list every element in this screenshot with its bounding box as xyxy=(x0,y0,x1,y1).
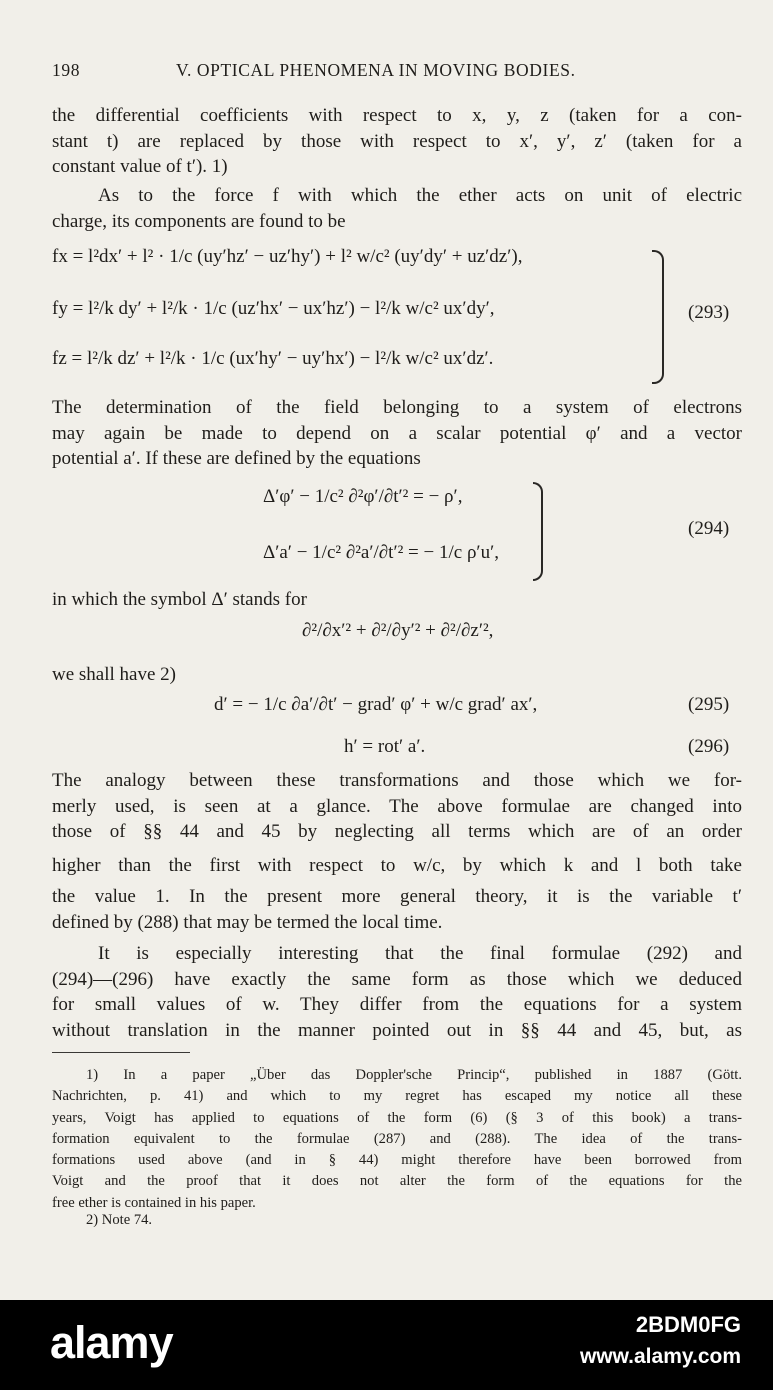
laplacian-expression: ∂²/∂x′² + ∂²/∂y′² + ∂²/∂z′², xyxy=(302,620,494,641)
text-line: constant value of t′). 1) xyxy=(52,156,228,178)
site-url: www.alamy.com xyxy=(579,1345,741,1368)
text-line: the value 1. In the present more general theory, it is the variable t′ xyxy=(52,886,742,908)
text-line: stant t) are replaced by those with respect to x′, y′, z′ (taken for a xyxy=(52,130,742,152)
equation-295: d′ = − 1/c ∂a′/∂t′ − grad′ φ′ + w/c grad′ ax′, xyxy=(214,694,538,715)
equation-number-295: (295) xyxy=(688,694,730,715)
text-line: The determination of the field belonging to a system of electrons xyxy=(52,397,742,418)
text-line: potential a′. If these are defined by the equations xyxy=(52,448,421,470)
paragraph-3 xyxy=(52,395,742,472)
equation-294-line-2: Δ′a′ − 1/c² ∂²a′/∂t′² = − 1/c ρ′u′, xyxy=(263,542,499,563)
text-line: may again be made to depend on a scalar potential φ′ and a vector xyxy=(52,422,742,444)
footnote-1 xyxy=(52,1065,742,1214)
paragraph-1 xyxy=(52,103,742,180)
text-line: The analogy between these transformations and those which we for- xyxy=(52,770,742,791)
text-line: charge, its components are found to be xyxy=(52,210,346,232)
text-line: higher than the first with respect to w/c, by which k and l both take xyxy=(52,854,742,876)
text-line: It is especially interesting that the final formulae (292) and xyxy=(98,943,742,964)
text-line: those of §§ 44 and 45 by neglecting all terms which are of an order xyxy=(52,821,742,843)
equation-293-line-3: fz = l²/k dz′ + l²/k · 1/c (ux′hy′ − uy′hx′) − l²/k w/c² ux′dz′. xyxy=(52,348,494,369)
text-line: As to the force f with which the ether acts on unit of electric xyxy=(98,185,742,206)
text-line: without translation in the manner pointed out in §§ 44 and 45, but, as xyxy=(52,1019,742,1041)
paragraph-6 xyxy=(52,768,742,936)
equation-brace xyxy=(652,250,664,384)
footnote-line: formation equivalent to the formulae (287) and (288). The idea of the trans- xyxy=(52,1130,742,1147)
footnote-line: Nachrichten, p. 41) and which to my regret has escaped my notice all these xyxy=(52,1088,742,1105)
equation-number-294: (294) xyxy=(688,518,730,539)
alamy-logo: alamy xyxy=(50,1317,173,1368)
equation-294-line-1: Δ′φ′ − 1/c² ∂²φ′/∂t′² = − ρ′, xyxy=(263,486,463,507)
footnote-line: 1) In a paper „Über das Doppler'sche Princip“, published in 1887 (Gött. xyxy=(86,1067,742,1083)
text-line: (294)—(296) have exactly the same form as those which we deduced xyxy=(52,968,742,990)
equation-brace xyxy=(533,482,543,581)
text-line: for small values of w. They differ from the equations for a system xyxy=(52,994,742,1016)
equation-293-line-2: fy = l²/k dy′ + l²/k · 1/c (uz′hx′ − ux′hz′) − l²/k w/c² ux′dy′, xyxy=(52,298,495,319)
paragraph-4 xyxy=(52,587,742,613)
paragraph-7 xyxy=(52,941,742,1043)
paragraph-2 xyxy=(52,183,742,234)
text-line: we shall have 2) xyxy=(52,664,176,685)
page-number: 198 xyxy=(52,60,81,80)
paragraph-5 xyxy=(52,662,742,688)
footnote-line: free ether is contained in his paper. xyxy=(52,1194,256,1211)
footnote-line: Voigt and the proof that it does not alter the form of the equations for the xyxy=(52,1173,742,1190)
running-title: V. OPTICAL PHENOMENA IN MOVING BODIES. xyxy=(176,60,576,80)
text-line: in which the symbol Δ′ stands for xyxy=(52,589,307,610)
footnote-rule xyxy=(52,1052,190,1053)
text-line: merly used, is seen at a glance. The above formulae are changed into xyxy=(52,795,742,817)
footnote-2 xyxy=(52,1210,742,1231)
footnote-line: years, Voigt has applied to equations of the form (6) (§ 3 of this book) a trans- xyxy=(52,1109,742,1126)
equation-296: h′ = rot′ a′. xyxy=(344,736,426,757)
running-header xyxy=(52,60,742,88)
text-line: defined by (288) that may be termed the local time. xyxy=(52,911,443,933)
image-id: 2BDM0FG xyxy=(635,1312,741,1337)
equation-293-line-1: fx = l²dx′ + l² · 1/c (uy′hz′ − uz′hy′) + l² w/c² (uy′dy′ + uz′dz′), xyxy=(52,246,523,267)
footnote-line: formations used above (and in § 44) might therefore have been borrowed from xyxy=(52,1152,742,1169)
footnote-line: 2) Note 74. xyxy=(86,1212,153,1228)
equation-number-293: (293) xyxy=(688,302,730,323)
equation-number-296: (296) xyxy=(688,736,730,757)
text-line: the differential coefficients with respect to x, y, z (taken for a con- xyxy=(52,105,742,126)
